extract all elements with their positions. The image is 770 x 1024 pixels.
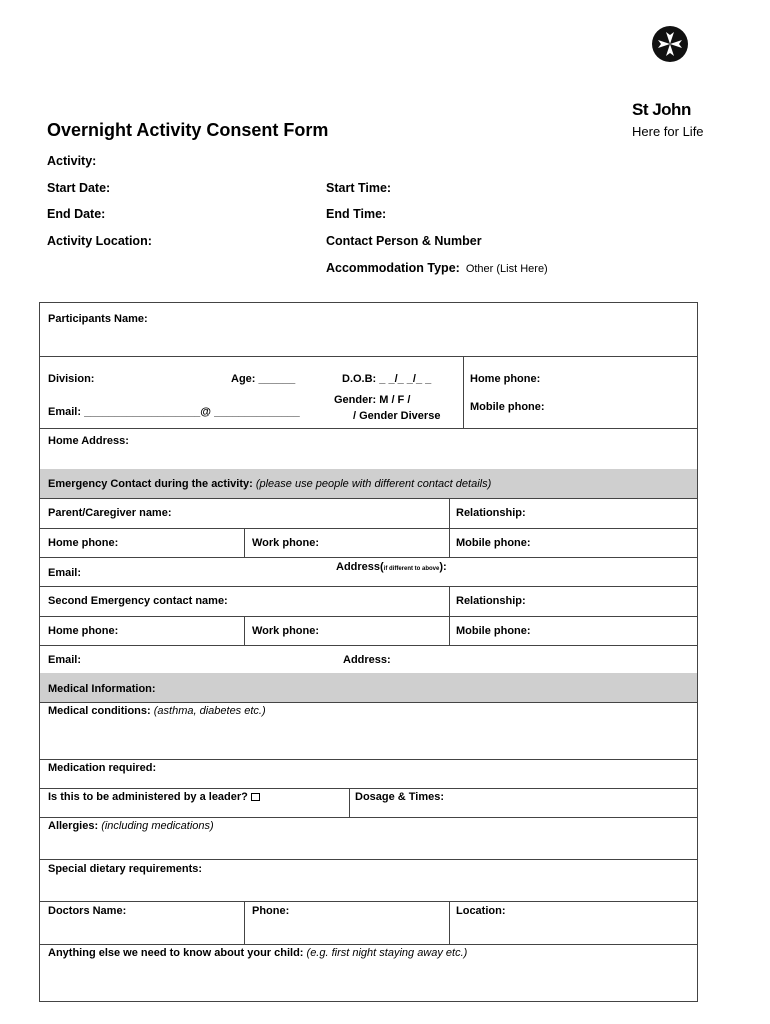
medical-conditions-note: (asthma, diabetes etc.) bbox=[153, 705, 266, 717]
st-john-logo bbox=[630, 26, 722, 139]
second-relationship-field[interactable]: Relationship: bbox=[456, 595, 526, 607]
emergency-header-title: Emergency Contact during the activity: bbox=[48, 478, 253, 490]
gender-field[interactable]: Gender: M / F / bbox=[334, 394, 411, 406]
dob-field[interactable]: D.O.B: _ _/_ _/_ _ bbox=[342, 373, 432, 385]
activity-label: Activity: bbox=[47, 154, 97, 168]
relationship-field[interactable]: Relationship: bbox=[456, 507, 526, 519]
address-label-end: ): bbox=[439, 561, 447, 573]
allergies-label: Allergies: bbox=[48, 820, 99, 832]
administered-label: Is this to be administered by a leader? bbox=[48, 791, 248, 803]
emergency-address-field[interactable] bbox=[336, 561, 447, 573]
emergency-section-header bbox=[48, 478, 491, 490]
emergency-email-field[interactable]: Email: bbox=[48, 567, 82, 579]
form-title: Overnight Activity Consent Form bbox=[47, 120, 329, 140]
address-label: Address( bbox=[336, 561, 384, 573]
accommodation-type-label bbox=[326, 261, 548, 275]
doctors-name-field[interactable]: Doctors Name: bbox=[48, 905, 127, 917]
anything-else-field[interactable] bbox=[48, 947, 467, 959]
administered-by-leader-field bbox=[48, 791, 260, 803]
home-phone-field[interactable]: Home phone: bbox=[470, 373, 541, 385]
dosage-times-field[interactable]: Dosage & Times: bbox=[355, 791, 445, 803]
end-date-label: End Date: bbox=[47, 207, 106, 221]
activity-location-label: Activity Location: bbox=[47, 234, 152, 248]
medical-section-header: Medical Information: bbox=[48, 683, 156, 695]
accommodation-type-text: Accommodation Type: bbox=[326, 261, 460, 275]
participant-name-field[interactable]: Participants Name: bbox=[48, 313, 148, 325]
medical-conditions-label: Medical conditions: bbox=[48, 705, 151, 717]
medication-required-field[interactable]: Medication required: bbox=[48, 762, 157, 774]
emergency-home-phone-field[interactable]: Home phone: bbox=[48, 537, 119, 549]
logo-tagline: Here for Life bbox=[632, 124, 704, 139]
email-field[interactable]: Email: ___________________@ ______________ bbox=[48, 406, 300, 418]
accommodation-type-value[interactable]: Other (List Here) bbox=[465, 263, 548, 275]
dietary-requirements-field[interactable]: Special dietary requirements: bbox=[48, 863, 203, 875]
maltese-cross-icon bbox=[652, 26, 688, 62]
second-contact-name-field[interactable]: Second Emergency contact name: bbox=[48, 595, 228, 607]
medical-conditions-field[interactable] bbox=[48, 705, 266, 717]
logo-name: St John bbox=[632, 100, 691, 119]
second-mobile-phone-field[interactable]: Mobile phone: bbox=[456, 625, 531, 637]
second-email-field[interactable]: Email: bbox=[48, 654, 82, 666]
second-home-phone-field[interactable]: Home phone: bbox=[48, 625, 119, 637]
anything-else-label: Anything else we need to know about your child: bbox=[48, 947, 304, 959]
start-date-label: Start Date: bbox=[47, 181, 111, 195]
mobile-phone-field[interactable]: Mobile phone: bbox=[470, 401, 545, 413]
consent-form-table bbox=[39, 302, 698, 1002]
second-address-field[interactable]: Address: bbox=[343, 654, 391, 666]
emergency-header-note: (please use people with different contact details) bbox=[255, 478, 492, 490]
doctor-phone-field[interactable]: Phone: bbox=[252, 905, 290, 917]
home-address-field[interactable]: Home Address: bbox=[48, 435, 129, 447]
emergency-work-phone-field[interactable]: Work phone: bbox=[252, 537, 320, 549]
parent-name-field[interactable]: Parent/Caregiver name: bbox=[48, 507, 172, 519]
gender-diverse-option[interactable]: / Gender Diverse bbox=[353, 410, 441, 422]
division-field[interactable]: Division: bbox=[48, 373, 95, 385]
second-work-phone-field[interactable]: Work phone: bbox=[252, 625, 320, 637]
anything-else-note: (e.g. first night staying away etc.) bbox=[306, 947, 468, 959]
age-field[interactable]: Age: ______ bbox=[231, 373, 296, 385]
emergency-mobile-phone-field[interactable]: Mobile phone: bbox=[456, 537, 531, 549]
contact-person-label: Contact Person & Number bbox=[326, 234, 482, 248]
allergies-field[interactable] bbox=[48, 820, 214, 832]
allergies-note: (including medications) bbox=[101, 820, 214, 832]
start-time-label: Start Time: bbox=[326, 181, 392, 195]
address-note: if different to above bbox=[383, 566, 440, 572]
administered-checkbox[interactable] bbox=[251, 793, 260, 801]
doctor-location-field[interactable]: Location: bbox=[456, 905, 506, 917]
end-time-label: End Time: bbox=[326, 207, 387, 221]
